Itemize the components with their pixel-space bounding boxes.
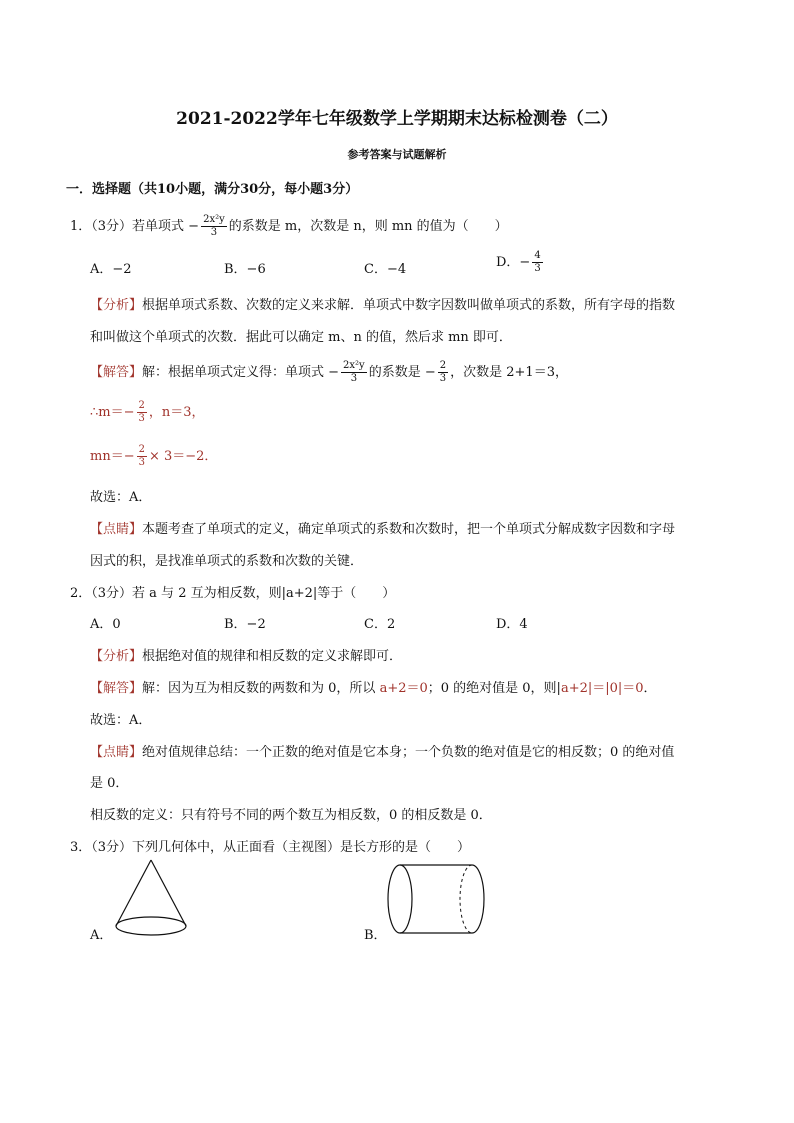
q1-comment-line-1 [90,518,675,537]
q2-option-c: C．2 [364,617,396,632]
q2-choose: 故选：A． [90,713,152,728]
q1-answer-line-1 [90,360,568,385]
q1-stem-suffix: 的系数是 m，次数是 n，则 mn 的值为（ ） [228,219,508,234]
q1-analysis-line-1 [90,294,675,313]
q1-option-d-fraction [532,250,542,275]
page-title: 2021-2022学年七年级数学上学期期末达标检测卷（二） [176,109,618,129]
q1-answer-text-1b: 的系数是 − [368,365,436,380]
q1-stem-fraction [201,214,227,239]
analysis-tag: 【分析】 [90,298,143,313]
q1-answer-frac3-den: 3 [138,413,145,424]
q1-answer-text-3b: × 3＝−2． [148,449,218,464]
q1-analysis-text-1: 根据单项式系数、次数的定义来求解．单项式中数字因数叫做单项式的系数，所有字母的指数 [142,298,676,313]
q2-comment-line-3: 相反数的定义：只有符号不同的两个数互为相反数，0 的相反数是 0． [90,808,492,823]
q2-comment-text-1: 绝对值规律总结：一个正数的绝对值是它本身；一个负数的绝对值是它的相反数；0 的绝对值 [142,745,675,760]
q1-option-d [496,250,545,275]
q1-comment-text-1: 本题考查了单项式的定义，确定单项式的系数和次数时，把一个单项式分解成数字因数和字母 [142,522,676,537]
q1-answer-frac1-den: 3 [350,373,358,384]
q1-choose: 故选：A． [90,490,152,505]
q1-answer-text-2a: ∴m＝− [90,405,135,420]
q2-answer-line [90,677,657,696]
q3-option-a: A． [90,928,113,943]
analysis-tag: 【分析】 [90,649,143,664]
q2-option-d: D．4 [496,617,528,632]
q1-answer-fraction-1 [341,360,367,385]
comment-tag: 【点睛】 [90,745,143,760]
q1-option-b: B．−6 [224,262,266,277]
q1-answer-frac2-num: 2 [439,360,447,371]
answer-tag: 【解答】 [90,681,143,696]
q1-stem-prefix: 1．（3分）若单项式 − [70,219,200,234]
section-heading: 一．选择题（共10小题，满分30分，每小题3分） [66,182,359,197]
comment-tag: 【点睛】 [90,522,143,537]
q1-answer-frac3-num: 2 [138,400,145,411]
q1-answer-text-1c: ，次数是 2+1＝3， [450,365,568,380]
q3-stem: 3．（3分）下列几何体中，从正面看（主视图）是长方形的是（ ） [70,840,471,855]
q1-analysis-line-2: 和叫做这个单项式的次数．据此可以确定 m、n 的值，然后求 mn 即可． [90,330,512,345]
q1-frac-den: 3 [210,227,218,238]
q2-option-b: B．−2 [224,617,266,632]
q2-analysis-text: 根据绝对值的规律和相反数的定义求解即可． [142,649,403,664]
q2-stem: 2．（3分）若 a 与 2 互为相反数，则|a+2|等于（ ） [70,586,396,601]
q1-answer-text-1a: 解：根据单项式定义得：单项式 − [142,365,340,380]
q1-comment-line-2: 因式的积，是找准单项式的系数和次数的关键． [90,554,364,569]
q1-answer-frac2-den: 3 [439,373,447,384]
q1-answer-frac4-den: 3 [138,457,145,468]
q2-answer-text-d: a+2|＝|0|＝0 [560,681,644,696]
q1-frac-num: 2x²y [203,214,225,225]
q2-comment-line-2: 是 0． [90,776,129,791]
q2-answer-text-b: a+2＝0 [379,681,428,696]
q1-answer-line-2 [90,400,205,425]
q2-answer-text-e: ． [643,681,657,696]
q2-analysis-line [90,645,402,664]
cone-figure [110,856,192,940]
q1-answer-fraction-2 [438,360,448,385]
q1-option-d-label: D．− [496,255,531,270]
q1-answer-frac1-num: 2x²y [343,360,365,371]
q1-answer-fraction-4 [137,444,147,469]
q1-option-c: C．−4 [364,262,407,277]
cylinder-figure [384,860,488,938]
q2-comment-line-1 [90,741,674,760]
q1-answer-line-3 [90,444,217,469]
q1-answer-frac4-num: 2 [138,444,145,455]
q2-option-a: A．0 [90,617,121,632]
q2-answer-text-c: ；0 的绝对值是 0，则| [427,681,561,696]
q1-stem [70,214,508,239]
q1-opt-d-num: 4 [534,250,541,261]
answer-tag: 【解答】 [90,365,143,380]
q3-option-b: B． [364,928,387,943]
q1-answer-text-2b: ，n＝3， [148,405,205,420]
q1-opt-d-den: 3 [534,263,541,274]
q1-answer-text-3a: mn＝− [90,449,135,464]
q1-option-a: A．−2 [90,262,132,277]
q2-answer-text-a: 解：因为互为相反数的两数和为 0，所以 [142,681,380,696]
page-subtitle: 参考答案与试题解析 [347,148,447,161]
q1-answer-fraction-3 [137,400,147,425]
